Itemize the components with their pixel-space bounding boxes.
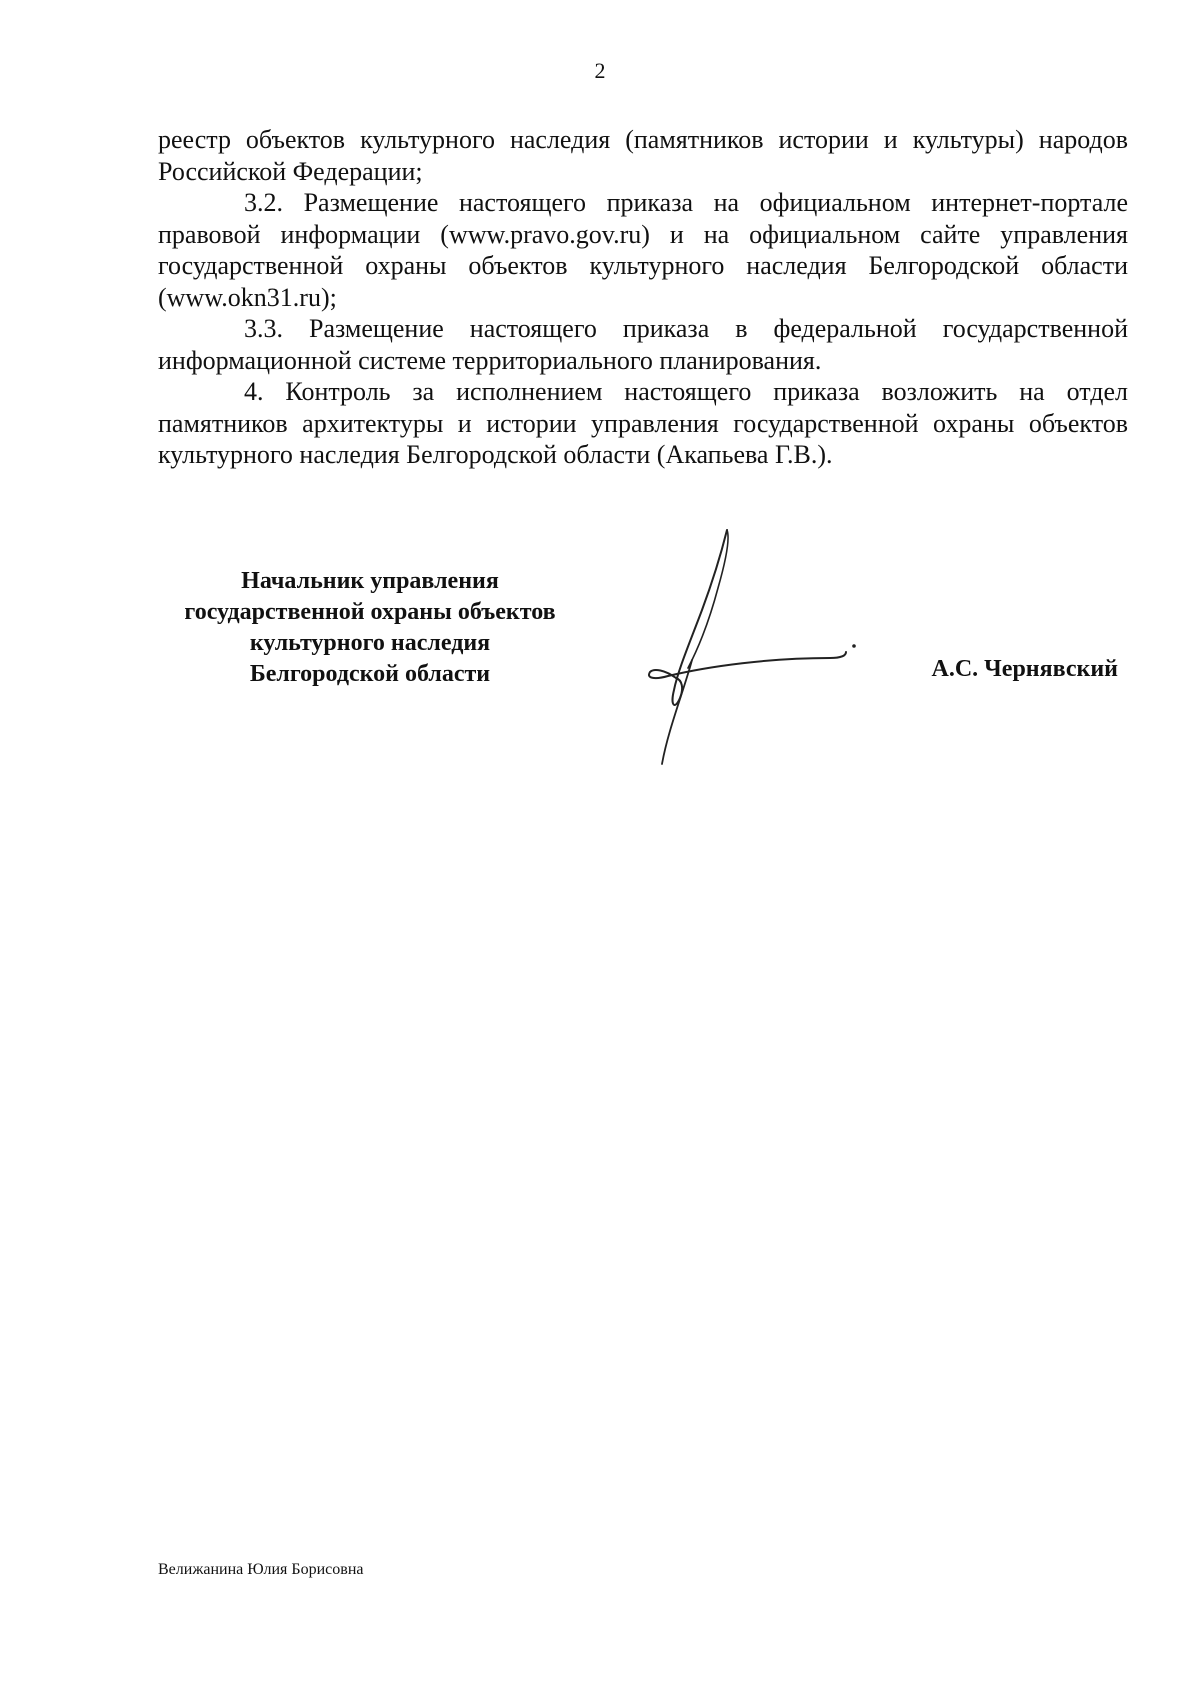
paragraph-registry-continuation: реестр объектов культурного наследия (памятников истории и культуры) народов Российской Федерации;	[158, 125, 1128, 186]
paragraph-4: 4. Контроль за исполнением настоящего приказа возложить на отдел памятников архитектуры и истории управления государственной охраны объектов культурного наследия Белгородской области (Акапьева Г.В.).	[158, 377, 1128, 469]
position-line: Белгородской области	[249, 661, 491, 687]
position-line: государственной охраны объектов	[184, 599, 556, 625]
document-body	[158, 124, 1128, 471]
position-line: культурного наследия	[249, 630, 491, 656]
page-number: 2	[594, 58, 606, 83]
signatory-position	[150, 566, 590, 690]
paragraph-3-3: 3.3. Размещение настоящего приказа в федеральной государственной информационной системе территориального планирования.	[158, 314, 1128, 375]
signer-name: А.С. Чернявский	[931, 656, 1118, 682]
handwritten-signature	[640, 520, 880, 770]
paragraph-3-2: 3.2. Размещение настоящего приказа на официальном интернет-портале правовой информации (www.pravo.gov.ru) и на официальном сайте управления государственной охраны объектов культурного наследия Белгородской области (www.okn31.ru);	[158, 188, 1128, 312]
position-line: Начальник управления	[241, 568, 499, 594]
executor-name: Велижанина Юлия Борисовна	[158, 1561, 364, 1578]
